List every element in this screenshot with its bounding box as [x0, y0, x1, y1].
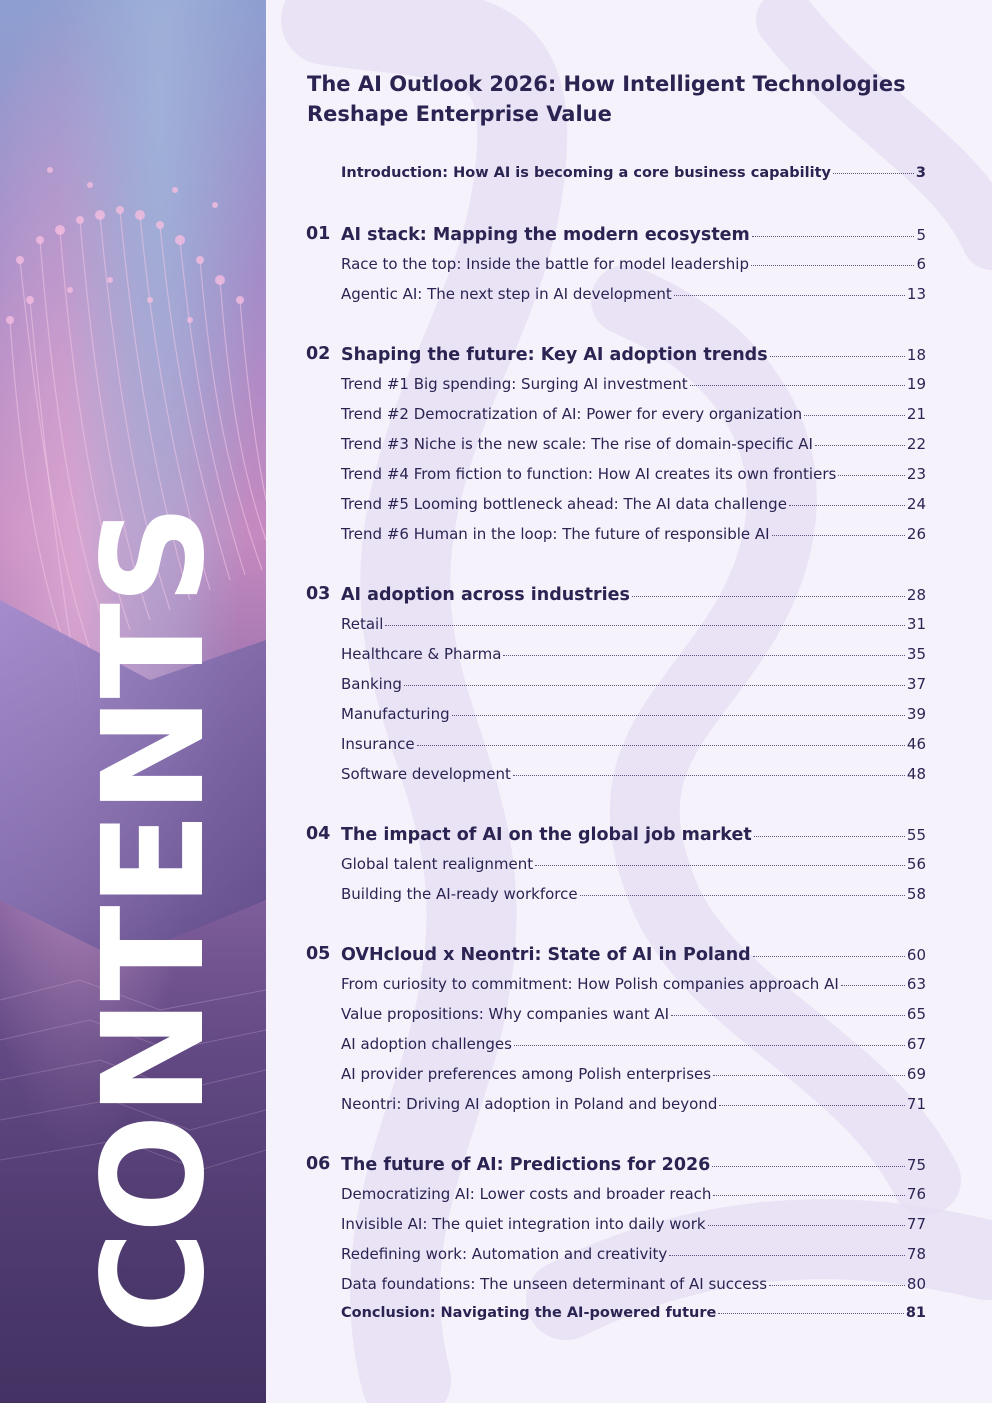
- toc-entry-label: Insurance: [341, 735, 415, 753]
- toc-item[interactable]: [341, 1065, 926, 1087]
- toc-entry-label: From curiosity to commitment: How Polish companies approach AI: [341, 975, 839, 993]
- toc-entry-label: Value propositions: Why companies want AI: [341, 1005, 670, 1023]
- dot-leader: [513, 775, 905, 776]
- toc-page-number: 6: [916, 255, 926, 273]
- toc-entry-label: The impact of AI on the global job market: [341, 825, 752, 845]
- toc-page-number: 69: [906, 1065, 926, 1083]
- toc-entry-label: Data foundations: The unseen determinant of AI success: [341, 1275, 768, 1293]
- toc-item[interactable]: [341, 1005, 926, 1027]
- toc-page-number: 63: [906, 975, 926, 993]
- dot-leader: [815, 445, 905, 446]
- toc-item[interactable]: [341, 1245, 926, 1267]
- toc-entry-label: AI stack: Mapping the modern ecosystem: [341, 225, 750, 245]
- toc-page-number: 35: [906, 645, 926, 663]
- dot-leader: [669, 1255, 905, 1256]
- dot-leader: [452, 715, 905, 716]
- toc-entry-label: The future of AI: Predictions for 2026: [341, 1155, 711, 1175]
- toc-section-03[interactable]: [341, 585, 926, 607]
- toc-page-number: 78: [906, 1245, 926, 1263]
- dot-leader: [417, 745, 905, 746]
- toc-entry-label: Conclusion: Navigating the AI-powered future: [341, 1305, 717, 1321]
- dot-leader: [833, 173, 914, 174]
- dot-leader: [753, 956, 905, 957]
- dot-leader: [769, 1285, 905, 1286]
- dot-leader: [580, 895, 905, 896]
- dot-leader: [632, 596, 905, 597]
- toc-entry-label: AI adoption challenges: [341, 1035, 512, 1053]
- dot-leader: [503, 655, 904, 656]
- dot-leader: [713, 1075, 905, 1076]
- toc-page-number: 39: [906, 705, 926, 723]
- toc-item[interactable]: [341, 375, 926, 397]
- toc-page-number: 13: [906, 285, 926, 303]
- toc-page-number: 58: [906, 885, 926, 903]
- dot-leader: [690, 385, 905, 386]
- section-number: 06: [306, 1154, 331, 1174]
- document-title: The AI Outlook 2026: How Intelligent Technologies Reshape Enterprise Value: [307, 72, 906, 126]
- toc-page-number: 80: [906, 1275, 926, 1293]
- toc-entry-label: Trend #6 Human in the loop: The future of responsible AI: [341, 525, 770, 543]
- toc-page-number: 65: [906, 1005, 926, 1023]
- toc-page-number: 71: [906, 1095, 926, 1113]
- section-number: 03: [306, 584, 331, 604]
- toc-page-number: 56: [906, 855, 926, 873]
- toc-page-number: 24: [906, 495, 926, 513]
- toc-entry-label: AI provider preferences among Polish enterprises: [341, 1065, 712, 1083]
- toc-page-number: 28: [906, 586, 926, 604]
- toc-item[interactable]: [341, 855, 926, 877]
- toc-item[interactable]: [341, 1035, 926, 1057]
- toc-page-number: 77: [906, 1215, 926, 1233]
- toc-page-number: 75: [906, 1156, 926, 1174]
- toc-entry-label: OVHcloud x Neontri: State of AI in Poland: [341, 945, 751, 965]
- section-number: 02: [306, 344, 331, 364]
- toc-entry-label: Trend #5 Looming bottleneck ahead: The AI data challenge: [341, 495, 787, 513]
- toc-entry-label: Introduction: How AI is becoming a core business capability: [341, 165, 831, 181]
- dot-leader: [770, 356, 905, 357]
- toc-page-number: 67: [906, 1035, 926, 1053]
- toc-section-01[interactable]: [341, 225, 926, 247]
- toc-item[interactable]: [341, 255, 926, 277]
- toc-entry-label: Trend #2 Democratization of AI: Power for every organization: [341, 405, 803, 423]
- toc-item[interactable]: [341, 615, 926, 637]
- toc-item[interactable]: [341, 975, 926, 997]
- dot-leader: [841, 985, 905, 986]
- toc-entry-label: Shaping the future: Key AI adoption trends: [341, 345, 768, 365]
- dot-leader: [671, 1015, 905, 1016]
- toc-item[interactable]: [341, 435, 926, 457]
- dot-leader: [754, 836, 905, 837]
- toc-item[interactable]: [341, 765, 926, 787]
- dot-leader: [752, 236, 915, 237]
- toc-entry-label: Trend #4 From fiction to function: How AI creates its own frontiers: [341, 465, 837, 483]
- toc-entry-label: Healthcare & Pharma: [341, 645, 502, 663]
- toc-item[interactable]: [341, 1185, 926, 1207]
- dot-leader: [712, 1166, 905, 1167]
- dot-leader: [838, 475, 905, 476]
- toc-item[interactable]: [341, 285, 926, 307]
- toc-entry-label: Race to the top: Inside the battle for model leadership: [341, 255, 749, 273]
- toc-entry-label: Invisible AI: The quiet integration into daily work: [341, 1215, 706, 1233]
- toc-item[interactable]: [341, 645, 926, 667]
- dot-leader: [674, 295, 905, 296]
- toc-item[interactable]: [341, 495, 926, 517]
- section-number: 01: [306, 224, 331, 244]
- dot-leader: [719, 1105, 905, 1106]
- toc-item[interactable]: [341, 405, 926, 427]
- toc-entry-label: Democratizing AI: Lower costs and broader reach: [341, 1185, 712, 1203]
- toc-entry-label: Agentic AI: The next step in AI development: [341, 285, 672, 303]
- dot-leader: [535, 865, 905, 866]
- toc-page-number: 19: [906, 375, 926, 393]
- toc-page-number: 76: [906, 1185, 926, 1203]
- toc-page-number: 37: [906, 675, 926, 693]
- dot-leader: [789, 505, 905, 506]
- toc-section-05[interactable]: [341, 945, 926, 967]
- toc-page-number: 5: [916, 226, 926, 244]
- toc-entry-label: Trend #1 Big spending: Surging AI investment: [341, 375, 688, 393]
- toc-item[interactable]: [341, 1275, 926, 1297]
- section-number: 05: [306, 944, 331, 964]
- toc-item[interactable]: [341, 735, 926, 757]
- toc-section-02[interactable]: [341, 345, 926, 367]
- toc-page-number: 21: [906, 405, 926, 423]
- toc-page-number: 31: [906, 615, 926, 633]
- toc-page-number: 22: [906, 435, 926, 453]
- toc-page-number: 81: [905, 1305, 926, 1321]
- toc-section-04[interactable]: [341, 825, 926, 847]
- toc-page-number: 48: [906, 765, 926, 783]
- toc-introduction[interactable]: [341, 165, 926, 187]
- dot-leader: [514, 1045, 905, 1046]
- toc-page-number: 3: [915, 165, 926, 181]
- dot-leader: [804, 415, 905, 416]
- toc-panel: [266, 0, 992, 1403]
- dot-leader: [385, 625, 905, 626]
- toc-entry-label: AI adoption across industries: [341, 585, 630, 605]
- toc-entry-label: Banking: [341, 675, 402, 693]
- toc-item[interactable]: [341, 465, 926, 487]
- toc-entry-label: Building the AI-ready workforce: [341, 885, 578, 903]
- contents-heading: CONTENTS: [73, 506, 236, 1334]
- toc-item[interactable]: [341, 705, 926, 727]
- toc-entry-label: Manufacturing: [341, 705, 450, 723]
- toc-page-number: 55: [906, 826, 926, 844]
- dot-leader: [718, 1313, 903, 1314]
- toc-page-number: 26: [906, 525, 926, 543]
- dot-leader: [751, 265, 914, 266]
- dot-leader: [772, 535, 905, 536]
- toc-entry-label: Global talent realignment: [341, 855, 534, 873]
- toc-conclusion[interactable]: [341, 1305, 926, 1327]
- toc-entry-label: Neontri: Driving AI adoption in Poland and beyond: [341, 1095, 718, 1113]
- toc-item[interactable]: [341, 885, 926, 907]
- section-number: 04: [306, 824, 331, 844]
- toc-item[interactable]: [341, 1215, 926, 1237]
- toc-entry-label: Redefining work: Automation and creativity: [341, 1245, 668, 1263]
- toc-page-number: 46: [906, 735, 926, 753]
- toc-entry-label: Trend #3 Niche is the new scale: The rise of domain-specific AI: [341, 435, 813, 453]
- toc-page-number: 60: [906, 946, 926, 964]
- toc-section-06[interactable]: [341, 1155, 926, 1177]
- toc-entry-label: Software development: [341, 765, 511, 783]
- toc-item[interactable]: [341, 525, 926, 547]
- cover-image-panel: [0, 0, 266, 1403]
- toc-page-number: 23: [906, 465, 926, 483]
- toc-item[interactable]: [341, 675, 926, 697]
- dot-leader: [713, 1195, 905, 1196]
- toc-item[interactable]: [341, 1095, 926, 1117]
- toc-entry-label: Retail: [341, 615, 384, 633]
- dot-leader: [708, 1225, 905, 1226]
- toc-page-number: 18: [906, 346, 926, 364]
- dot-leader: [404, 685, 905, 686]
